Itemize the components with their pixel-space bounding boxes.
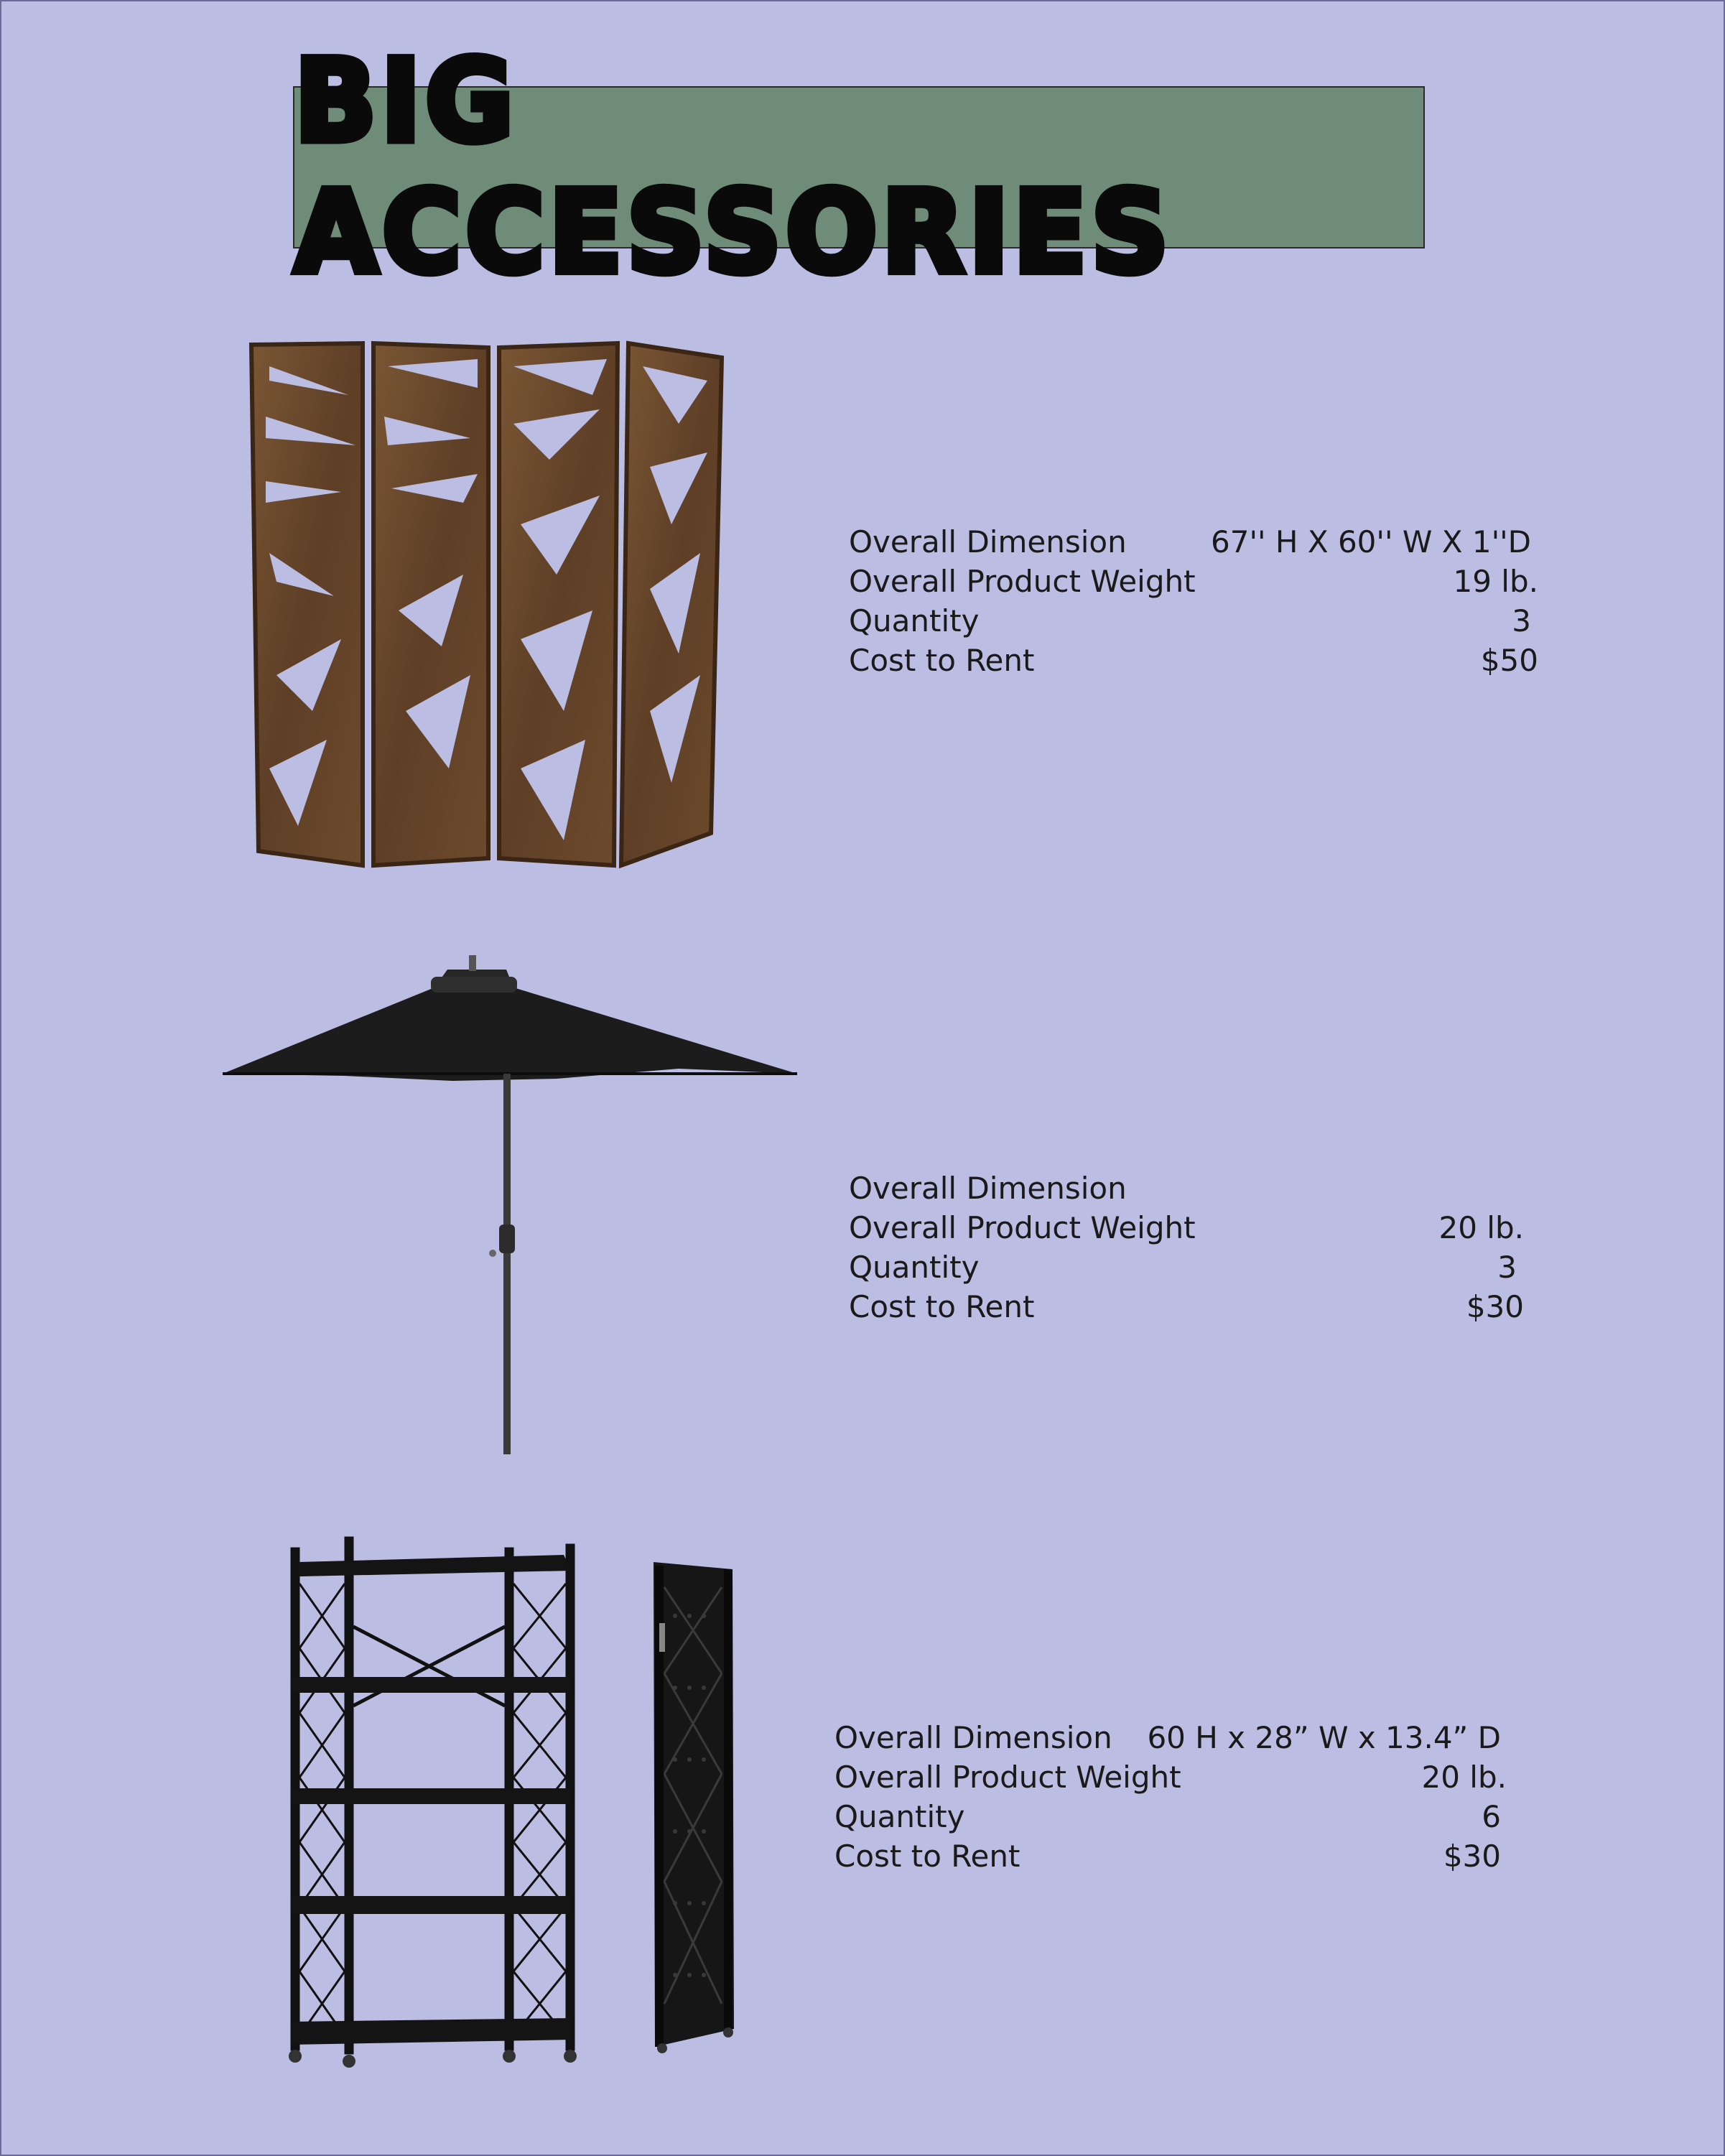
spec-value: 3	[1497, 1250, 1517, 1285]
spec-row-weight	[849, 1208, 1524, 1247]
spec-value: 20 lb.	[1421, 1760, 1507, 1795]
spec-block-shelf	[834, 1718, 1507, 1876]
title-banner	[293, 36, 1425, 299]
spec-block-umbrella	[849, 1168, 1524, 1326]
spec-row-cost	[834, 1836, 1507, 1876]
spec-value: 67'' H X 60'' W X 1''D	[1211, 524, 1531, 559]
spec-row-dimension	[849, 1168, 1524, 1208]
spec-label: Cost to Rent	[849, 643, 1035, 678]
spec-label: Overall Dimension	[849, 524, 1127, 559]
spec-label: Overall Product Weight	[834, 1760, 1181, 1795]
spec-row-dimension	[834, 1718, 1507, 1757]
spec-label: Overall Dimension	[849, 1171, 1127, 1206]
spec-row-quantity	[834, 1797, 1507, 1836]
spec-row-cost	[849, 1287, 1524, 1326]
spec-label: Quantity	[849, 1250, 980, 1285]
spec-row-cost	[849, 641, 1538, 680]
folded-shelf-body	[654, 1562, 734, 2053]
spec-value: $50	[1480, 643, 1538, 678]
spec-value: 60 H x 28” W x 13.4” D	[1147, 1720, 1501, 1755]
divider-panel	[251, 343, 722, 865]
spec-label: Cost to Rent	[834, 1839, 1020, 1874]
wooden-divider-image	[248, 338, 729, 869]
spec-label: Cost to Rent	[849, 1289, 1035, 1324]
spec-value: $30	[1443, 1839, 1501, 1874]
spec-row-dimension	[849, 522, 1538, 562]
spec-value: 6	[1482, 1799, 1501, 1834]
shelf-wheels	[289, 2050, 577, 2068]
spec-label: Quantity	[849, 603, 980, 638]
page-title: BIG ACCESSORIES	[294, 36, 1173, 299]
spec-row-weight	[834, 1757, 1507, 1797]
spec-row-quantity	[849, 1247, 1524, 1287]
umbrella-image	[219, 948, 801, 1465]
spec-value: $30	[1466, 1289, 1524, 1324]
shelf-folded-image	[646, 1558, 740, 2054]
spec-label: Overall Product Weight	[849, 1210, 1196, 1245]
spec-block-divider	[849, 522, 1538, 680]
umbrella-pole	[489, 1074, 515, 1454]
spec-row-quantity	[849, 601, 1538, 641]
spec-label: Quantity	[834, 1799, 965, 1834]
spec-value: 3	[1512, 603, 1531, 638]
spec-value: 20 lb.	[1438, 1210, 1524, 1245]
spec-label: Overall Product Weight	[849, 564, 1196, 599]
umbrella-canopy	[223, 955, 797, 1081]
shelf-open-image	[284, 1533, 585, 2068]
spec-row-weight	[849, 562, 1538, 601]
spec-value: 19 lb.	[1453, 564, 1538, 599]
spec-label: Overall Dimension	[834, 1720, 1112, 1755]
